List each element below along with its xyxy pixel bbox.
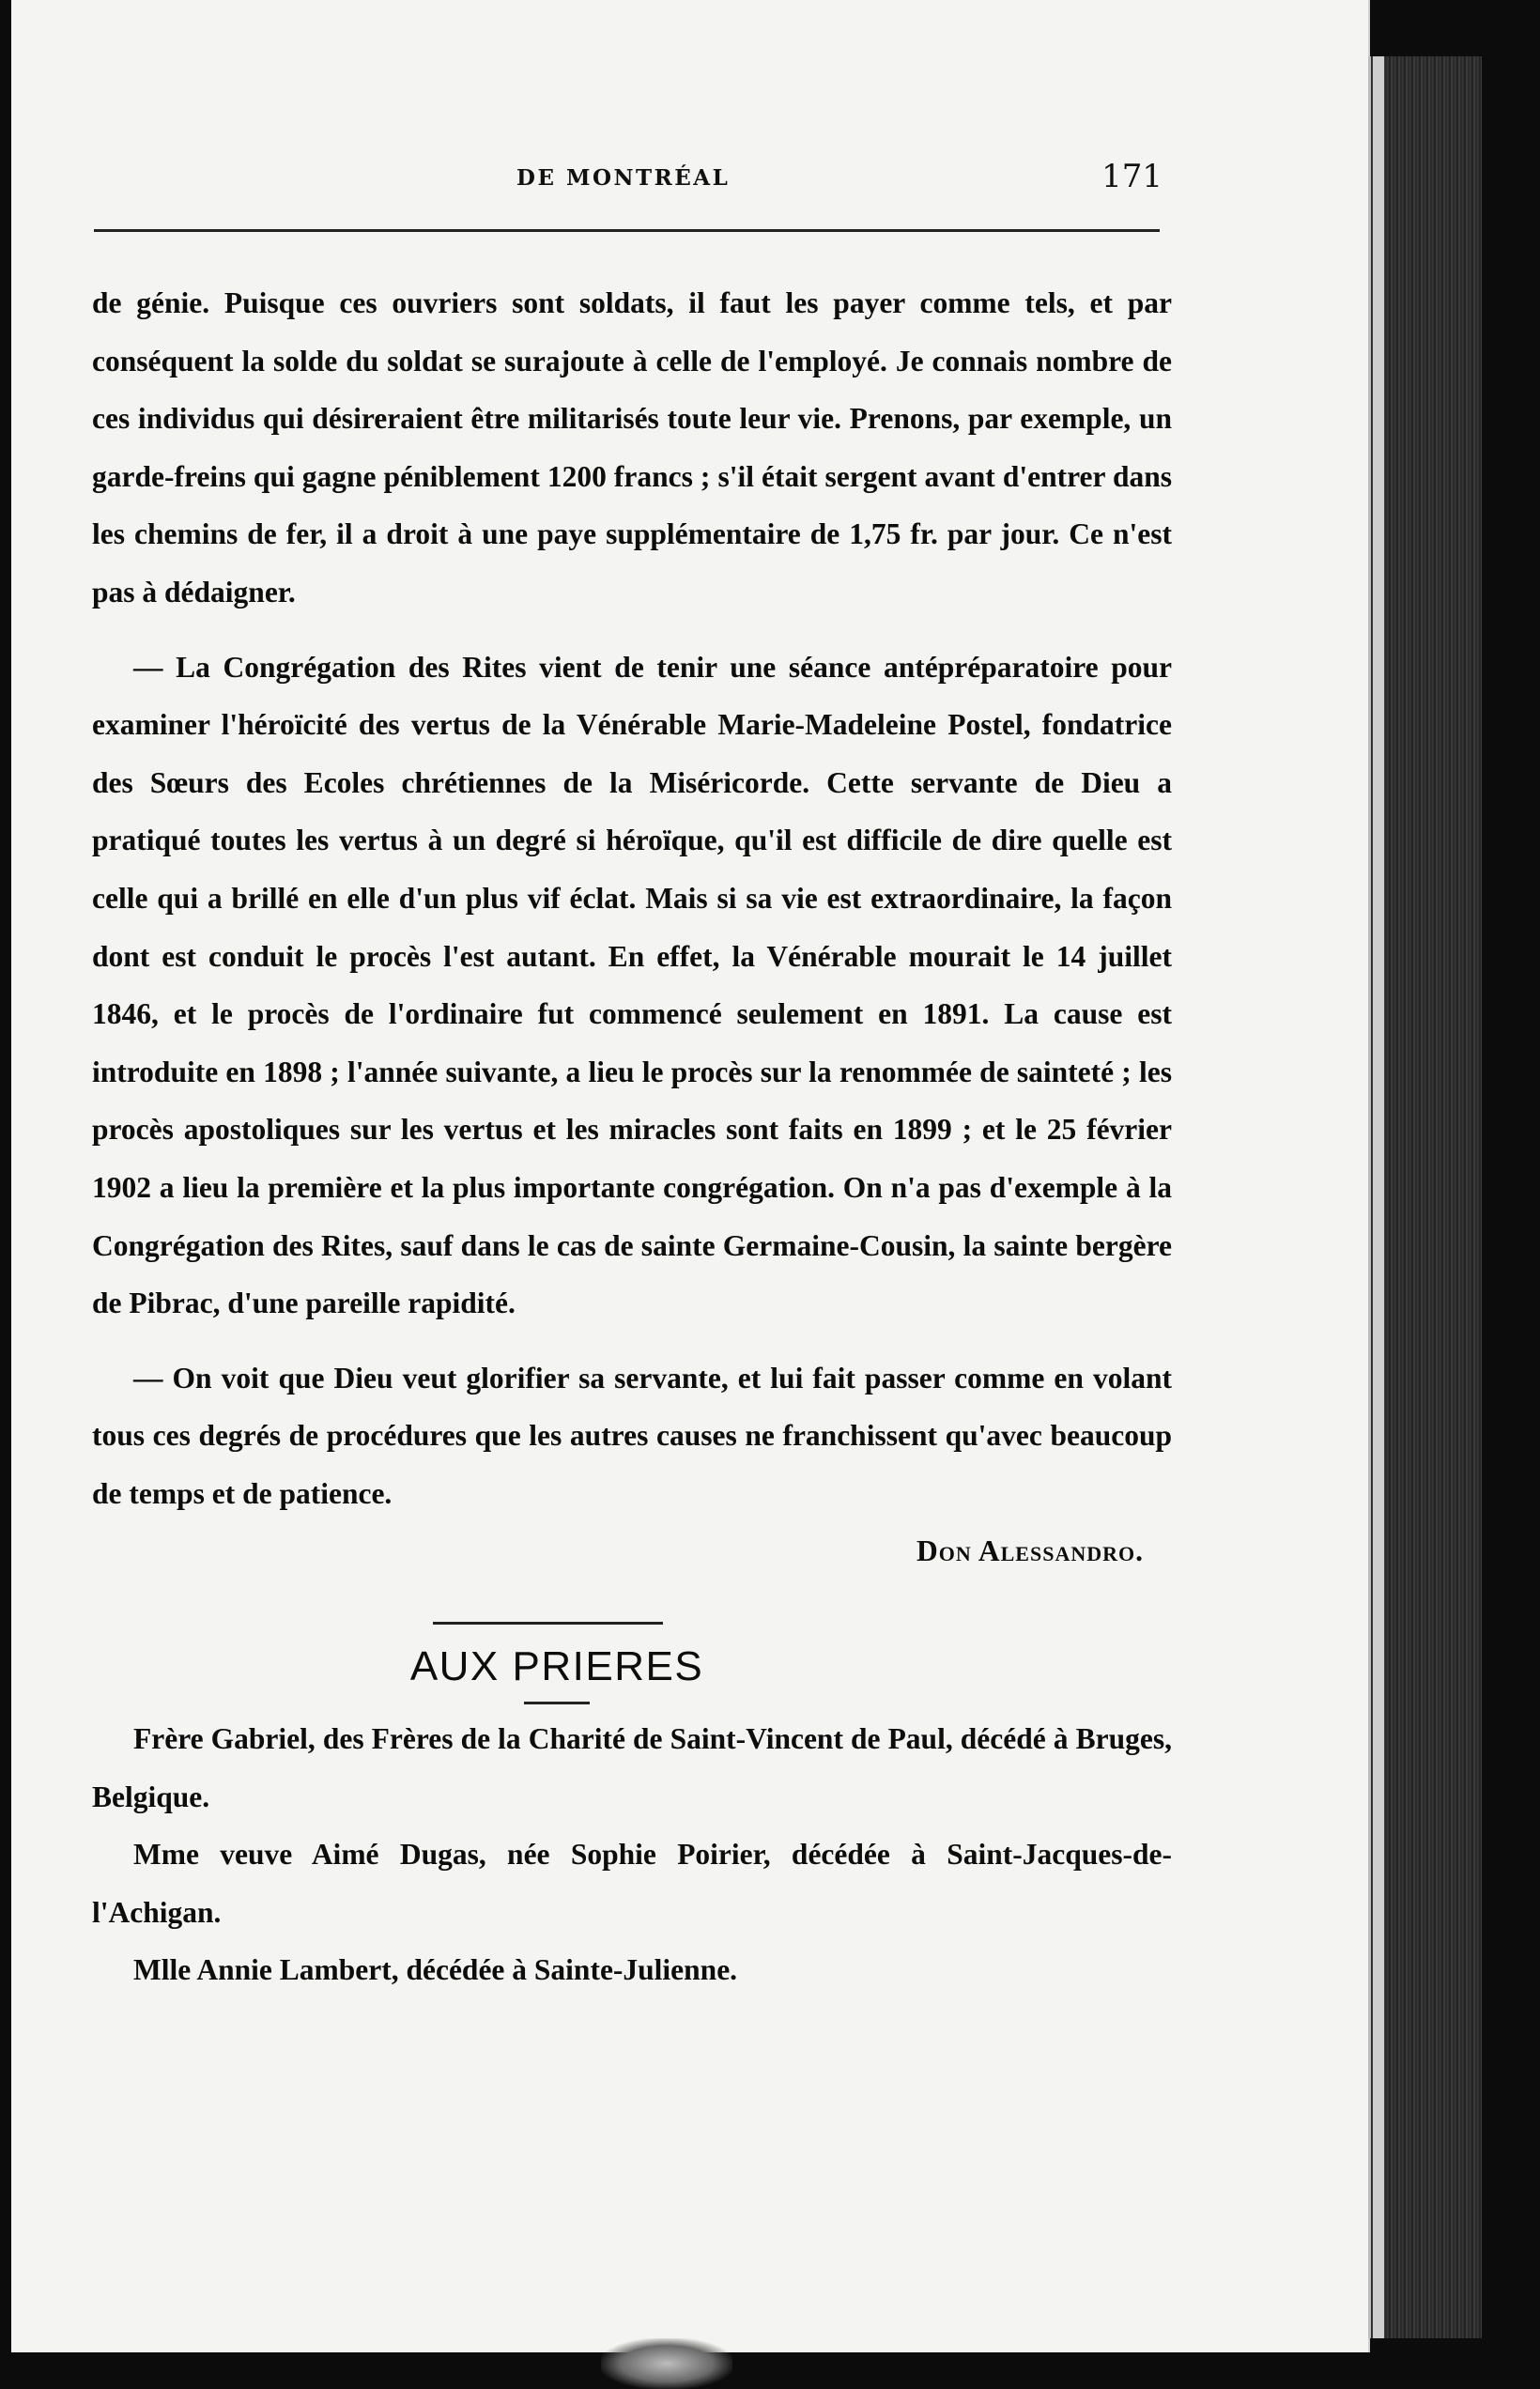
paragraph-gap (92, 1333, 1172, 1349)
section-rule (433, 1622, 663, 1625)
running-head: DE MONTRÉAL (516, 165, 731, 191)
page-edge-highlight (1373, 56, 1384, 2338)
section-title: AUX PRIERES (409, 1643, 704, 1690)
page-header (94, 158, 1164, 195)
page-number: 171 (1101, 158, 1163, 195)
prayer-entry: Mlle Annie Lambert, décédée à Sainte-Julienne. (133, 1953, 738, 1987)
page-edges (1368, 56, 1482, 2338)
header-rule (94, 229, 1160, 232)
prayer-entry: Frère Gabriel, des Frères de la Charité de Saint-Vincent de Paul, décédé à Bruges, Belgique. (92, 1722, 1172, 1813)
page-body (92, 274, 1172, 1999)
scan-artifact (601, 2338, 732, 2389)
paragraph-2: — La Congrégation des Rites vient de tenir une séance antépréparatoire pour examiner l'héroïcité des vertus de la Vénérable Marie-Madeleine Postel, fondatrice des Sœurs des Ecoles chrétiennes de la Miséricorde. Cette servante de Dieu a pratiqué toutes les vertus à un degré si héroïque, qu'il est difficile de dire quelle est celle qui a brillé en elle d'un plus vif éclat. Mais si sa vie est extraordinaire, la façon dont est conduit le procès l'est autant. En effet, la Vénérable mourait le 14 juillet 1846, et le procès de l'ordinaire fut commencé seulement en 1891. La cause est introduite en 1898 ; l'année suivante, a lieu le procès sur la renommée de sainteté ; les procès apostoliques sur les vertus et les miracles sont faits en 1899 ; et le 25 février 1902 a lieu la première et la plus importante congrégation. On n'a pas d'exemple à la Congrégation des Rites, sauf dans le cas de sainte Germaine-Cousin, la sainte bergère de Pibrac, d'une pareille rapidité. (92, 650, 1172, 1320)
section-title-rule (524, 1702, 590, 1704)
prayer-entry: Mme veuve Aimé Dugas, née Sophie Poirier, décédée à Saint-Jacques-de-l'Achigan. (92, 1838, 1172, 1929)
paragraph-1: de génie. Puisque ces ouvriers sont soldats, il faut les payer comme tels, et par conséquent la solde du soldat se surajoute à celle de l'employé. Je connais nombre de ces individus qui désireraient être militarisés toute leur vie. Prenons, par exemple, un garde-freins qui gagne péniblement 1200 francs ; s'il était sergent avant d'entrer dans les chemins de fer, il a droit à une paye supplémentaire de 1,75 fr. par jour. Ce n'est pas à dédaigner. (92, 286, 1172, 609)
paragraph-gap (92, 622, 1172, 639)
paragraph-3: — On voit que Dieu veut glorifier sa servante, et lui fait passer comme en volant tous ces degrés de procédures que les autres causes ne franchissent qu'avec beaucoup de temps et de patience. (92, 1361, 1172, 1510)
signature: Don Alessandro. (916, 1534, 1144, 1568)
